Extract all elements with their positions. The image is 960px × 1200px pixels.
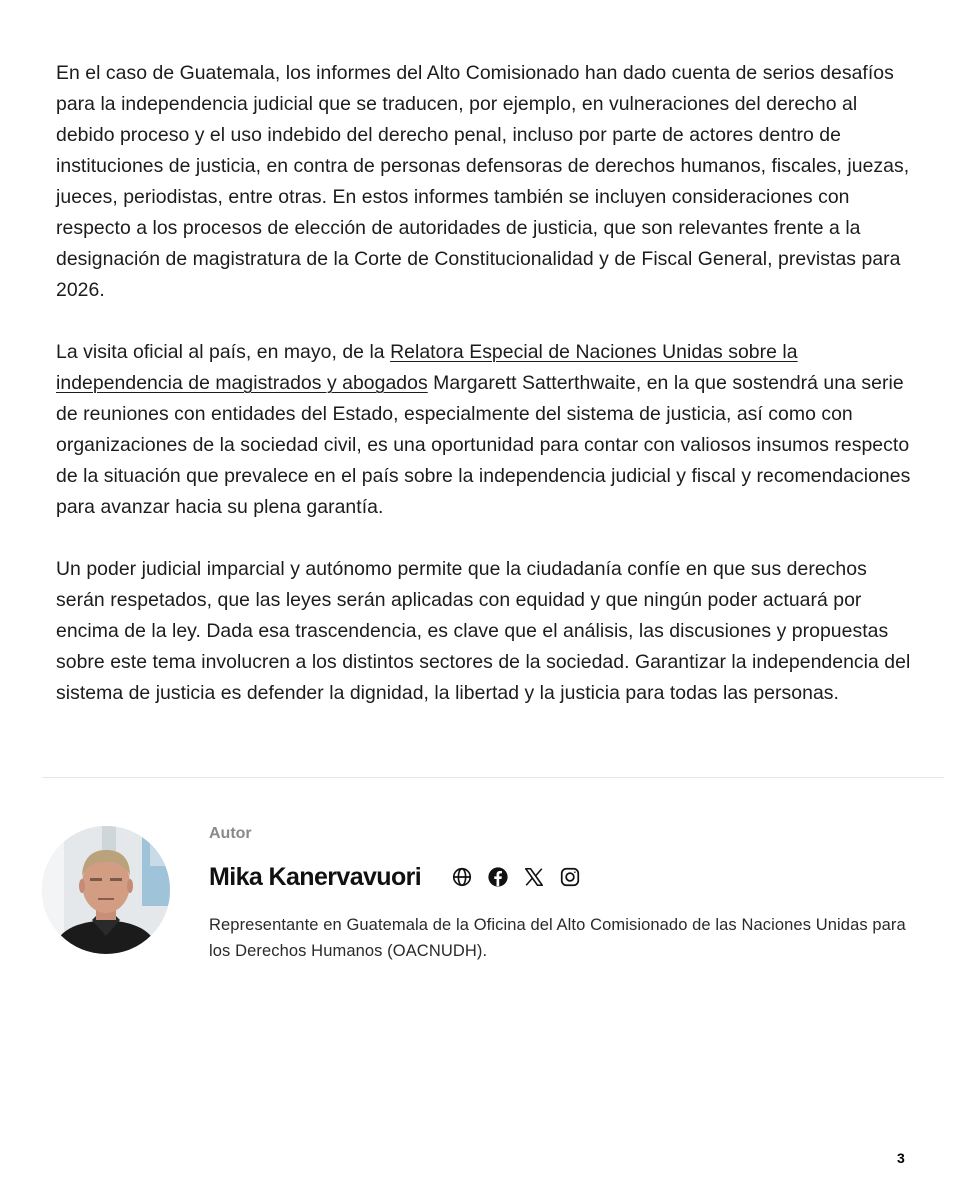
author-label: Autor xyxy=(209,825,252,842)
special-rapporteur-link[interactable]: Relatora Especial de Naciones Unidas sobre la independencia de magistrados y abogados xyxy=(56,341,798,394)
section-divider xyxy=(42,777,944,778)
paragraph-1: En el caso de Guatemala, los informes del Alto Comisionado han dado cuenta de serios desafíos para la independencia judicial que se traducen, por ejemplo, en vulneraciones del derecho al debido proceso y el uso indebido del derecho penal, incluso por parte de actores dentro de instituciones de justicia, en contra de personas defensoras de derechos humanos, fiscales, juezas, jueces, periodistas, entre otras. En estos informes también se incluyen consideraciones con respecto a los procesos de elección de autoridades de justicia, que son relevantes frente a la designación de magistratura de la Corte de Constitucionalidad y de Fiscal General, previstas para 2026. xyxy=(56,62,910,301)
author-card xyxy=(42,818,942,978)
instagram-icon[interactable] xyxy=(559,866,581,888)
x-icon[interactable] xyxy=(523,866,545,888)
paragraph-2-text-start: La visita oficial al país, en mayo, de la xyxy=(56,341,391,363)
paragraph-2-text-end: Margarett Satterthwaite, en la que sostendrá una serie de reuniones con entidades del Estado, especialmente del sistema de justicia, así como con organizaciones de la sociedad civil, es una oportunidad para contar con valiosos insumos respecto de la situación que prevalece en el país sobre la independencia judicial y fiscal y recomendaciones para avanzar hacia su plena garantía. xyxy=(56,372,911,518)
author-photo xyxy=(42,826,170,954)
author-bio: Representante en Guatemala de la Oficina del Alto Comisionado de las Naciones Unidas para los Derechos Humanos (OACNUDH). xyxy=(209,916,906,960)
author-name-row xyxy=(209,860,929,894)
globe-icon[interactable] xyxy=(451,866,473,888)
author-name[interactable]: Mika Kanervavuori xyxy=(209,862,422,891)
page-number: 3 xyxy=(897,1150,905,1166)
facebook-icon[interactable] xyxy=(487,866,509,888)
article-body xyxy=(56,58,918,740)
author-info xyxy=(209,818,929,964)
social-links xyxy=(451,866,581,888)
paragraph-3: Un poder judicial imparcial y autónomo permite que la ciudadanía confíe en que sus derechos serán respetados, que las leyes serán aplicadas con equidad y que ningún poder actuará por encima de la ley. Dada esa trascendencia, es clave que el análisis, las discusiones y propuestas sobre este tema involucren a los distintos sectores de la sociedad. Garantizar la independencia del sistema de justicia es defender la dignidad, la libertad y la justicia para todas las personas. xyxy=(56,558,911,704)
avatar xyxy=(42,826,170,954)
paragraph-2 xyxy=(56,337,918,523)
